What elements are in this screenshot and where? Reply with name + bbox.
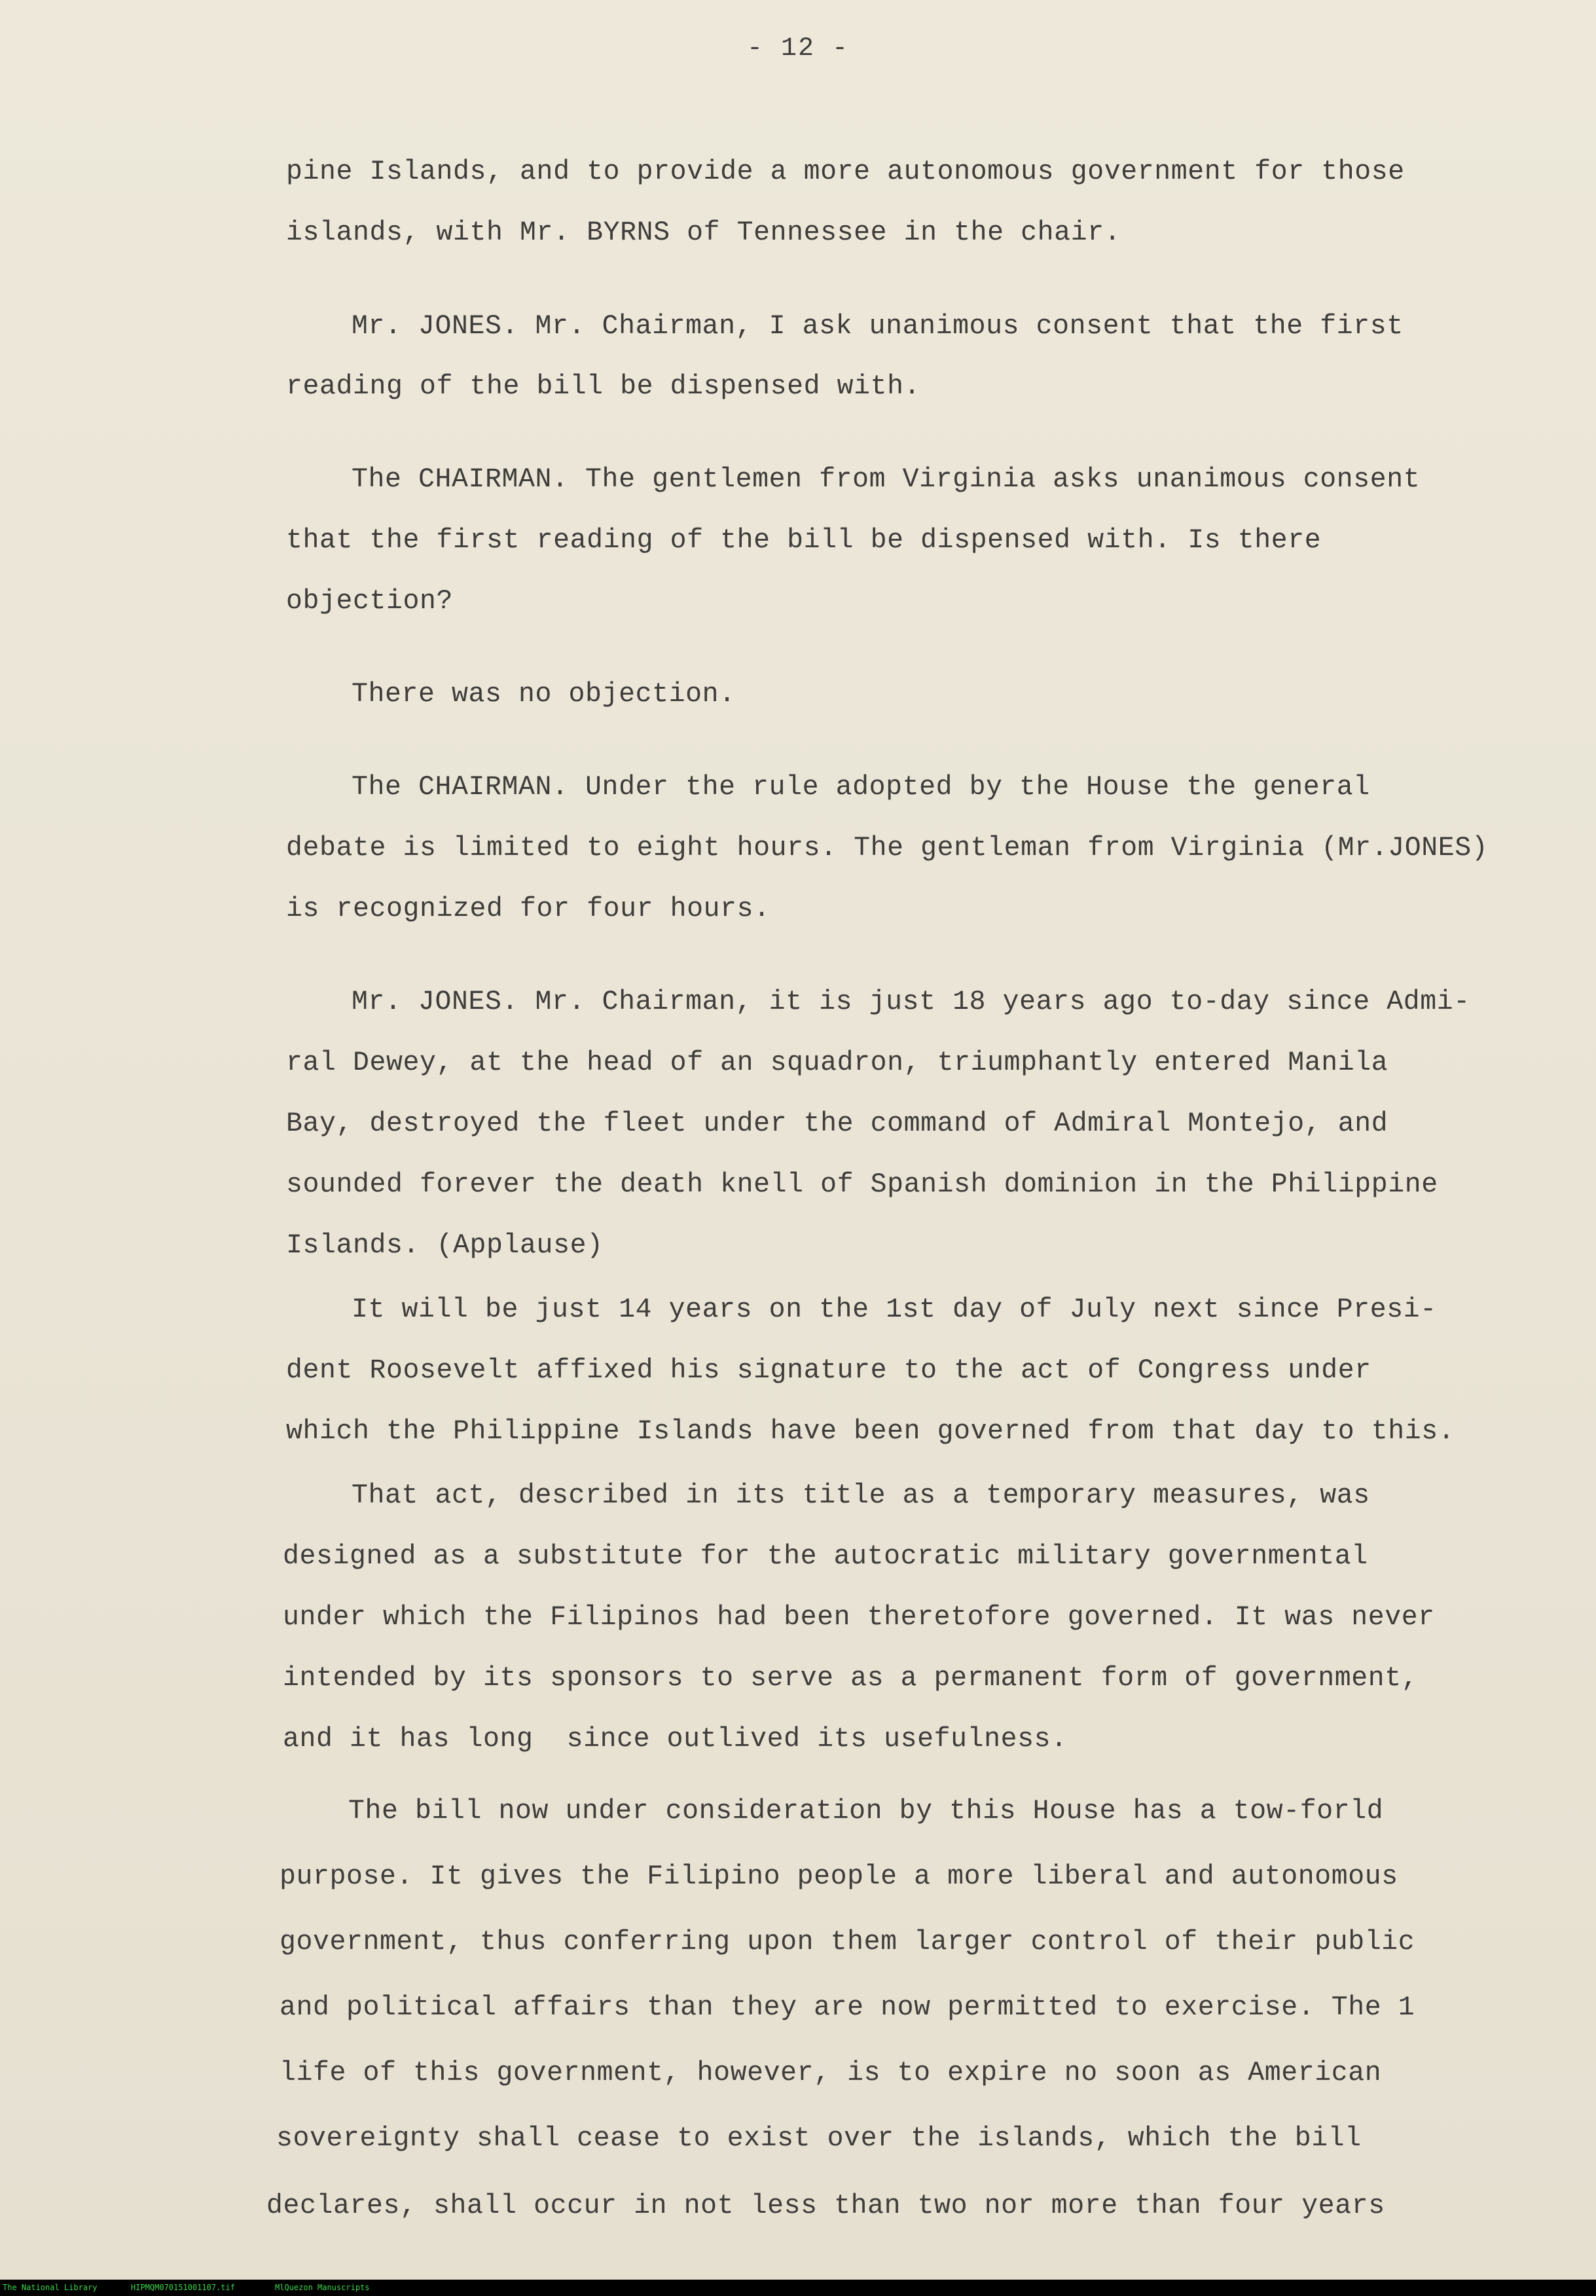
text-line: Mr. JONES. Mr. Chairman, I ask unanimous consent that the first bbox=[352, 311, 1404, 342]
text-line: which the Philippine Islands have been governed from that day to this. bbox=[286, 1416, 1455, 1447]
text-line: Mr. JONES. Mr. Chairman, it is just 18 years ago to-day since Admi- bbox=[352, 987, 1470, 1017]
text-line: The bill now under consideration by this House has a tow-forld bbox=[348, 1796, 1384, 1827]
text-line: reading of the bill be dispensed with. bbox=[286, 371, 921, 402]
text-line: ral Dewey, at the head of an squadron, triumphantly entered Manila bbox=[286, 1048, 1388, 1078]
text-line: and political affairs than they are now permitted to exercise. The 1 bbox=[280, 1992, 1415, 2023]
page-number: - 12 - bbox=[746, 34, 850, 64]
footer-collection: MlQuezon Manuscripts bbox=[275, 2283, 370, 2292]
footer-file: HIPMQM070151001107.tif bbox=[131, 2283, 235, 2292]
text-line: islands, with Mr. BYRNS of Tennessee in the chair. bbox=[286, 217, 1121, 248]
text-line: is recognized for four hours. bbox=[286, 894, 771, 924]
text-line: government, thus conferring upon them larger control of their public bbox=[280, 1927, 1415, 1958]
text-line: objection? bbox=[286, 586, 454, 617]
text-line: sovereignty shall cease to exist over the islands, which the bill bbox=[276, 2123, 1362, 2154]
text-line: dent Roosevelt affixed his signature to the act of Congress under bbox=[286, 1355, 1371, 1386]
text-line: under which the Filipinos had been theretofore governed. It was never bbox=[283, 1602, 1435, 1633]
text-line: purpose. It gives the Filipino people a more liberal and autonomous bbox=[280, 1861, 1398, 1892]
text-line: The CHAIRMAN. Under the rule adopted by the House the general bbox=[352, 772, 1370, 803]
text-line: It will be just 14 years on the 1st day of July next since Presi- bbox=[352, 1294, 1437, 1325]
text-line: That act, described in its title as a temporary measures, was bbox=[352, 1480, 1370, 1511]
text-line: sounded forever the death knell of Spanish dominion in the Philippine bbox=[286, 1169, 1438, 1200]
text-line: life of this government, however, is to expire no soon as American bbox=[280, 2058, 1382, 2088]
text-line: designed as a substitute for the autocratic military governmental bbox=[283, 1541, 1368, 1572]
text-line: There was no objection. bbox=[352, 679, 736, 710]
text-line: Islands. (Applause) bbox=[286, 1230, 604, 1261]
text-line: The CHAIRMAN. The gentlemen from Virginia asks unanimous consent bbox=[352, 464, 1421, 495]
text-line: declares, shall occur in not less than two nor more than four years bbox=[266, 2191, 1385, 2221]
text-line: and it has long since outlived its usefulness. bbox=[283, 1724, 1068, 1755]
text-line: debate is limited to eight hours. The gentleman from Virginia (Mr.JONES) bbox=[286, 833, 1489, 864]
archive-footer bbox=[0, 2280, 1596, 2296]
text-line: intended by its sponsors to serve as a permanent form of government, bbox=[283, 1663, 1419, 1694]
text-line: that the first reading of the bill be dispensed with. Is there bbox=[286, 525, 1322, 556]
text-line: Bay, destroyed the fleet under the command of Admiral Montejo, and bbox=[286, 1108, 1388, 1139]
text-line: pine Islands, and to provide a more autonomous government for those bbox=[286, 156, 1405, 187]
footer-library: The National Library bbox=[3, 2283, 98, 2292]
